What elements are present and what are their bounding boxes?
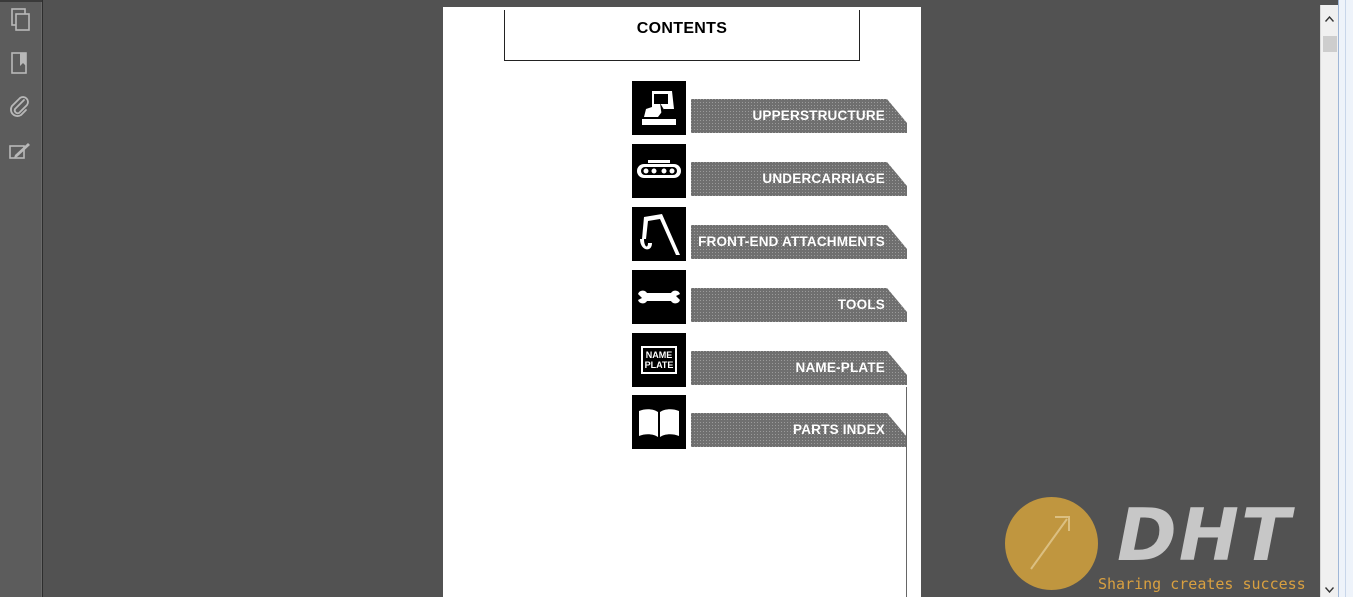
watermark-tagline: Sharing creates success (1098, 575, 1306, 593)
section-name-plate[interactable] (632, 333, 909, 387)
chevron-up-icon (1325, 14, 1334, 25)
pdf-page (443, 7, 921, 597)
section-front-end-attachments[interactable] (632, 207, 909, 261)
vertical-scrollbar[interactable] (1320, 5, 1338, 597)
section-banner (691, 162, 907, 196)
window-edge (1338, 0, 1353, 597)
section-banner (691, 351, 907, 385)
section-banner (691, 288, 907, 322)
pages-button[interactable] (6, 8, 34, 36)
section-banner (691, 99, 907, 133)
scrollbar-thumb[interactable] (1323, 36, 1337, 52)
section-banner (691, 225, 907, 259)
section-label: NAME-PLATE (795, 360, 885, 375)
track-icon (632, 144, 686, 198)
open-book-icon (632, 395, 686, 449)
section-tools[interactable] (632, 270, 909, 324)
page-rule (906, 387, 907, 597)
contents-header-box (504, 10, 860, 61)
scroll-down-button[interactable] (1321, 583, 1338, 597)
sidebar-top-border (0, 0, 42, 2)
pages-icon (9, 8, 31, 37)
scroll-up-button[interactable] (1321, 11, 1338, 28)
section-upperstructure[interactable] (632, 81, 909, 135)
window-edge-line (1345, 0, 1346, 597)
signatures-button[interactable] (6, 139, 34, 167)
attachment-icon (8, 95, 32, 124)
attachments-button[interactable] (6, 95, 34, 123)
bookmarks-button[interactable] (6, 52, 34, 80)
bookmark-icon (9, 51, 31, 82)
section-label: UPPERSTRUCTURE (752, 108, 885, 123)
name-plate-icon-text-top: NAME (645, 350, 673, 360)
wrench-icon (632, 270, 686, 324)
name-plate-icon (632, 333, 686, 387)
name-plate-icon-text-bottom: PLATE (644, 360, 674, 370)
section-label: FRONT-END ATTACHMENTS (698, 234, 885, 249)
watermark-brand: DHT (1117, 493, 1293, 577)
navigation-sidebar (0, 0, 43, 597)
signature-icon (8, 140, 32, 167)
excavator-cab-icon (632, 81, 686, 135)
section-parts-index[interactable] (632, 395, 909, 449)
chevron-down-icon (1325, 585, 1334, 596)
page-title: CONTENTS (636, 20, 728, 37)
section-banner (691, 413, 907, 447)
section-label: UNDERCARRIAGE (762, 171, 885, 186)
section-label: PARTS INDEX (793, 422, 885, 437)
boom-arm-icon (632, 207, 686, 261)
section-label: TOOLS (837, 297, 885, 312)
section-undercarriage[interactable] (632, 144, 909, 198)
